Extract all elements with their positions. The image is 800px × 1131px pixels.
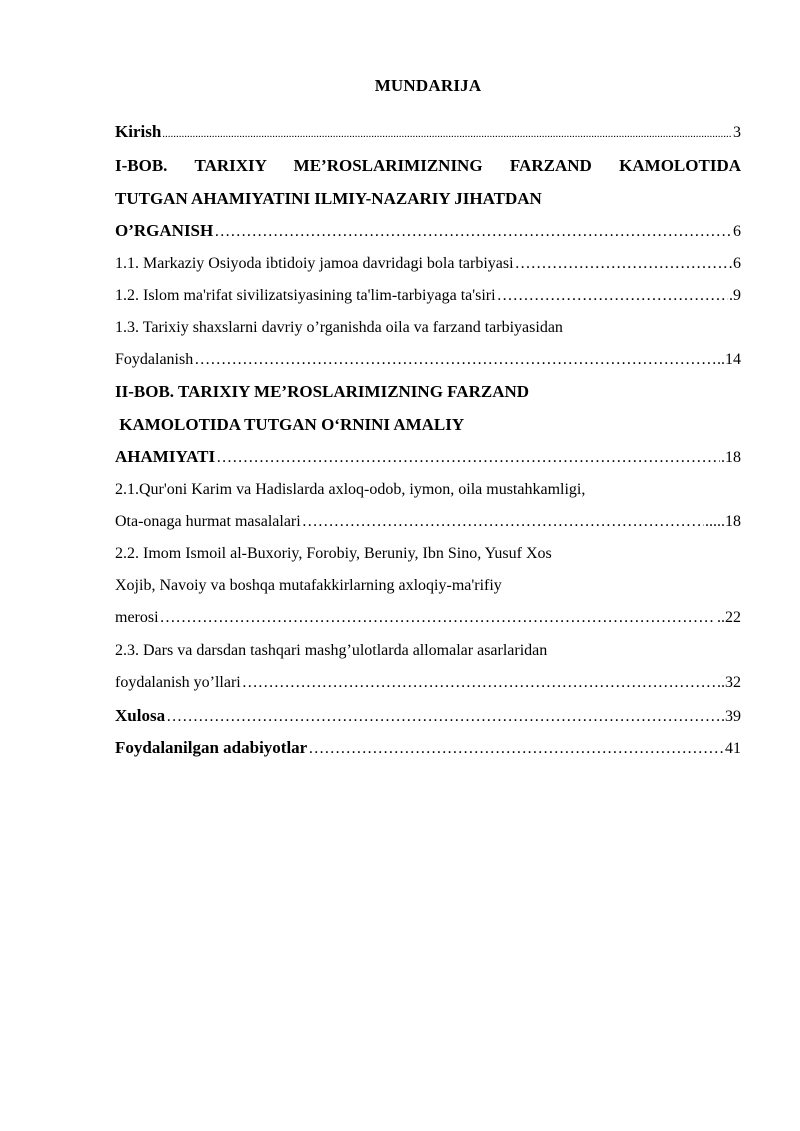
toc-entry-text: 1.2. Islom ma'rifat sivilizatsiyasining ta'lim-tarbiyaga ta'siri [115, 287, 496, 304]
toc-chapter-1-line-1: I-BOB. TARIXIY ME’ROSLARIMIZNING FARZAND KAMOLOTIDA [115, 156, 741, 175]
toc-dots-suffix: . [721, 708, 725, 725]
toc-entry-text: Ota-onaga hurmat masalalari [115, 513, 301, 530]
toc-leader-dots [216, 447, 720, 469]
toc-leader-dots [302, 511, 704, 533]
toc-page-number: 3 [733, 124, 741, 141]
toc-entry-2-3[interactable] [115, 672, 741, 694]
toc-entry-text: foydalanish yo’llari [115, 674, 241, 691]
toc-dots-suffix: .. [717, 674, 725, 691]
toc-entry-chapter-1[interactable] [115, 220, 741, 243]
toc-leader-dots [214, 221, 732, 243]
toc-entry-text: Kirish [115, 122, 162, 141]
toc-entry-text: merosi [115, 609, 159, 626]
toc-entry-text: O’RGANISH [115, 221, 214, 240]
toc-page-number: 6 [733, 223, 741, 240]
toc-dots-suffix: . [721, 449, 725, 466]
toc-page-number: 22 [725, 609, 741, 626]
toc-leader-dots [308, 738, 724, 760]
toc-chapter-2-line-2: KAMOLOTIDA TUTGAN O‘RNINI AMALIY [115, 415, 465, 434]
toc-dots-suffix: . [729, 287, 733, 304]
toc-leader-dots [497, 285, 728, 307]
toc-entry-2-1[interactable] [115, 511, 741, 533]
toc-entry-1-2[interactable] [115, 285, 741, 307]
toc-dots-suffix: ..... [705, 513, 725, 530]
toc-entry-1-3[interactable] [115, 349, 741, 371]
toc-entry-2-2[interactable] [115, 607, 741, 629]
toc-chapter-2-line-1: II-BOB. TARIXIY ME’ROSLARIMIZNING FARZAND [115, 382, 530, 401]
toc-entry-text: Foydalanilgan adabiyotlar [115, 738, 308, 757]
toc-entry-text: Foydalanish [115, 351, 194, 368]
toc-entry-2-2-line-1: 2.2. Imom Ismoil al-Buxoriy, Forobiy, Beruniy, Ibn Sino, Yusuf Xos [115, 545, 552, 562]
toc-entry-2-1-line-1: 2.1.Qur'oni Karim va Hadislarda axloq-odob, iymon, oila mustahkamligi, [115, 481, 586, 498]
toc-entry-kirish[interactable] [115, 121, 741, 145]
toc-entry-1-3-line-1: 1.3. Tarixiy shaxslarni davriy o’rganishda oila va farzand tarbiyasidan [115, 319, 563, 336]
toc-page-number: 9 [733, 287, 741, 304]
toc-chapter-1-line-2: TUTGAN AHAMIYATINI ILMIY-NAZARIY JIHATDAN [115, 189, 542, 208]
toc-leader-dots [166, 706, 720, 728]
toc-leader-dots [162, 122, 732, 145]
toc-entry-text: Xulosa [115, 706, 166, 725]
page-title: MUNDARIJA [374, 76, 482, 95]
toc-page-number: 6 [733, 255, 741, 272]
toc-entry-2-3-line-1: 2.3. Dars va darsdan tashqari mashg’ulotlarda allomalar asarlaridan [115, 642, 548, 659]
toc-entry-xulosa[interactable] [115, 705, 741, 728]
toc-dots-suffix: .. [717, 351, 725, 368]
toc-page-number: 32 [725, 674, 741, 691]
toc-dots-suffix: .. [717, 609, 725, 626]
toc-entry-1-1[interactable] [115, 253, 741, 275]
toc-page-number: 14 [725, 351, 741, 368]
toc-leader-dots [194, 349, 716, 371]
toc-entry-text: 1.1. Markaziy Osiyoda ibtidoiy jamoa davridagi bola tarbiyasi [115, 255, 514, 272]
toc-page-number: 41 [725, 740, 741, 757]
toc-entry-bibliography[interactable] [115, 737, 741, 760]
toc-leader-dots [242, 672, 716, 694]
toc-page-number: 18 [725, 513, 741, 530]
toc-page-number: 18 [725, 449, 741, 466]
toc-leader-dots [515, 253, 732, 275]
toc-entry-text: AHAMIYATI [115, 447, 216, 466]
toc-entry-2-2-line-2: Xojib, Navoiy va boshqa mutafakkirlarning axloqiy-ma'rifiy [115, 577, 502, 594]
toc-entry-chapter-2[interactable] [115, 446, 741, 469]
toc-page-number: 39 [725, 708, 741, 725]
toc-leader-dots [160, 607, 716, 629]
